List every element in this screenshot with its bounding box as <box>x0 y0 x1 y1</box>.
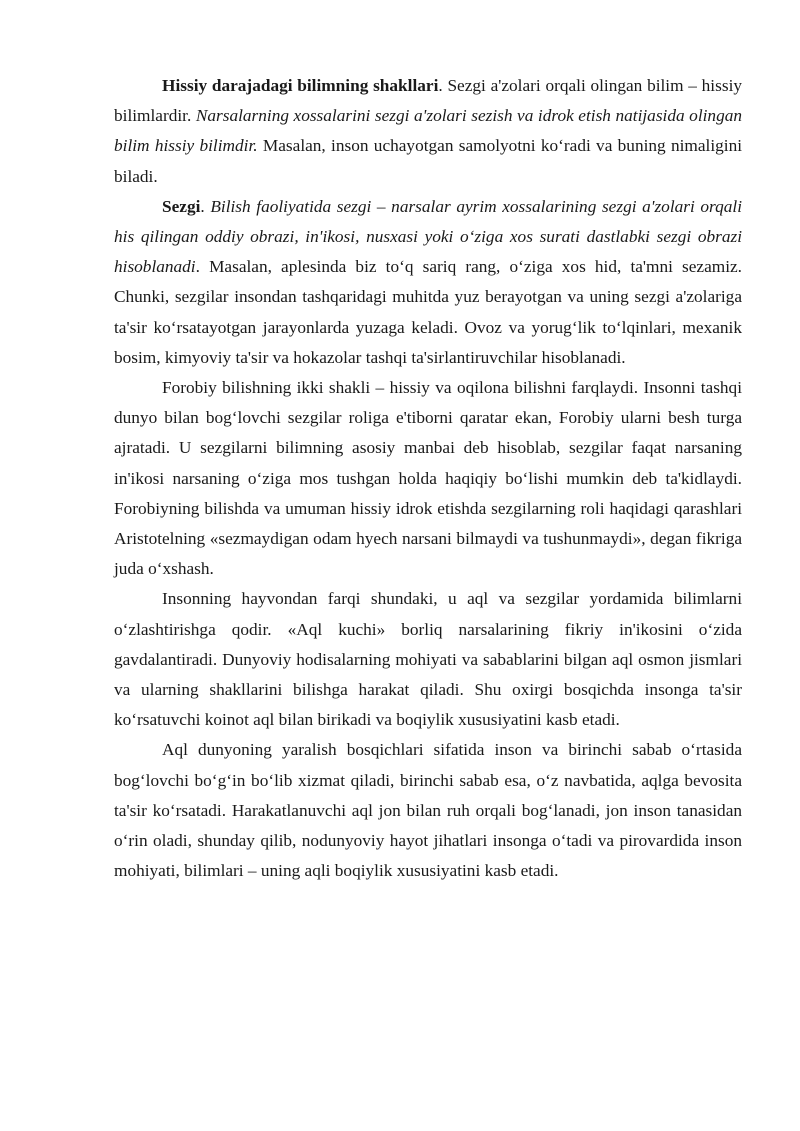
document-page <box>114 71 742 886</box>
text-run: Insonning hayvondan farqi shundaki, u aql va sezgilar yordamida bilimlarni oʻzlashtirishga qodir. «Aql kuchi» borliq narsalarining fikriy in'ikosini oʻzida gavdalantiradi. Dunyoviy hodisalarning mohiyati va sabablarini bilgan aql osmon jismlari va ularning shakllarini bilishga harakat qiladi. Shu oxirgi bosqichda insonga ta'sir koʻrsatuvchi koinot aql bilan birikadi va boqiylik xususiyatini kasb etadi. <box>114 589 742 730</box>
text-run: Masalan, inson uchayotgan samolyotni koʻradi va buning nimaligini biladi. <box>114 136 743 186</box>
text-run: Forobiy bilishning ikki shakli – hissiy va oqilona bilishni farqlaydi. Insonni tashqi dunyo bilan bogʻlovchi sezgilar roliga e'tiborni qaratar ekan, Forobiy ularni besh turga ajratadi. U sezgilarni bilimning asosiy manbai deb hisoblab, sezgilar faqat narsaning in'ikosi narsaning oʻziga mos tushgan holda haqiqiy boʻlishi mumkin deb ta'kidlaydi. Forobiyning bilishda va umuman hissiy idrok etishda sezgilarning roli haqidagi qarashlari Aristotelning «sezmaydigan odam hyech narsani bilmaydi va tushunmaydi», degan fikriga juda oʻxshash. <box>114 378 742 579</box>
paragraph-farabi <box>114 373 742 584</box>
heading-sensation: Sezgi <box>162 196 201 216</box>
definition-sensory-knowledge: Narsalarning xossalarini sezgi a'zolari sezish va idrok etish natijasida olingan bilim hissiy bilimdir. <box>114 106 742 156</box>
text-run: . <box>200 196 211 216</box>
text-run: . Sezgi a'zolari orqali olingan bilim – hissiy bilimlardir. <box>114 76 743 126</box>
paragraph-sensation <box>114 192 742 373</box>
heading-sensory-knowledge-forms: Hissiy darajadagi bilimning shakllari <box>162 76 439 95</box>
paragraph-intellect-first-cause <box>114 735 742 886</box>
paragraph-human-intellect <box>114 584 742 735</box>
definition-sensation: Bilish faoliyatida sezgi – narsalar ayrim xossalarining sezgi a'zolari orqali his qilingan oddiy obrazi, in'ikosi, nusxasi yoki oʻziga xos surati dastlabki sezgi obrazi hisoblanadi <box>114 196 742 277</box>
text-run: . Masalan, aplesinda biz toʻq sariq rang, oʻziga xos hid, ta'mni sezamiz. Chunki, sezgilar insondan tashqaridagi muhitda yuz berayotgan va uning sezgi a'zolariga ta'sir koʻrsatayotgan jarayonlarda yuzaga keladi. Ovoz va yorugʻlik toʻlqinlari, mexanik bosim, kimyoviy ta'sir va hokazolar tashqi ta'sirlantiruvchilar hisoblanadi. <box>114 257 742 367</box>
text-run: Aql dunyoning yaralish bosqichlari sifatida inson va birinchi sabab oʻrtasida bogʻlovchi boʻgʻin boʻlib xizmat qiladi, birinchi sabab esa, oʻz navbatida, aqlga bevosita ta'sir koʻrsatadi. Harakatlanuvchi aql jon bilan ruh orqali bogʻlanadi, jon inson tanasidan oʻrin oladi, shunday qilib, nodunyoviy hayot jihatlari insonga oʻtadi va pirovardida inson mohiyati, bilimlari – uning aqli boqiylik xususiyatini kasb etadi. <box>114 740 742 881</box>
paragraph-sensory-knowledge <box>114 71 742 192</box>
